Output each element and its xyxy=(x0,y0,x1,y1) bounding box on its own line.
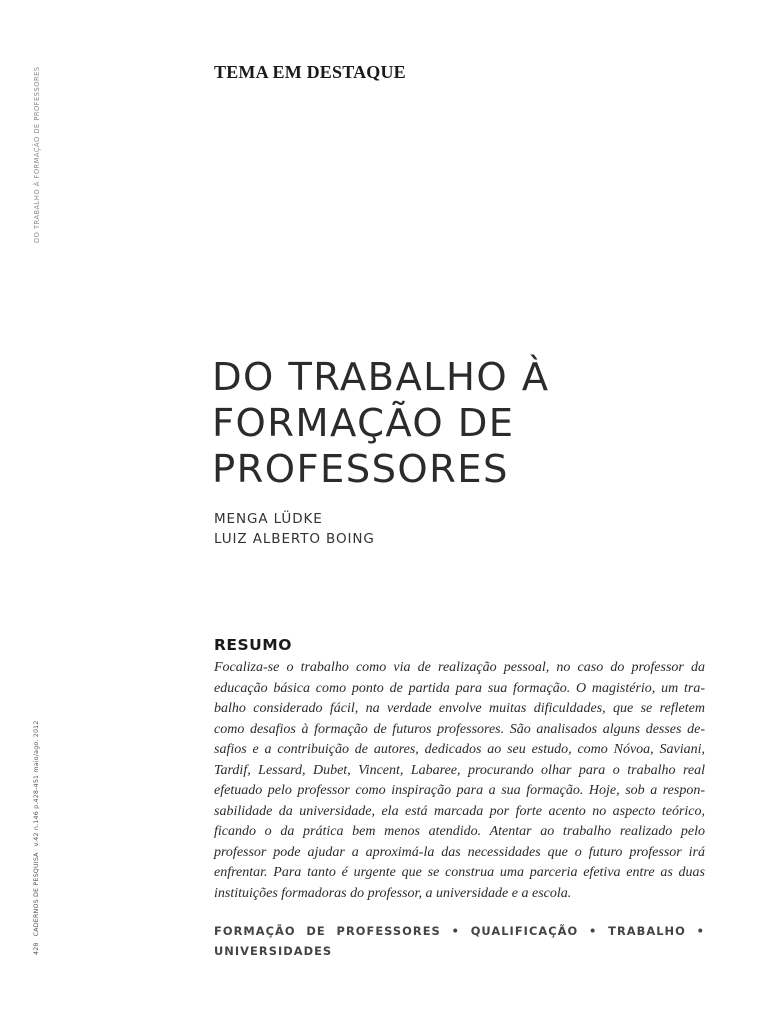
abstract-line: como desafios à formação de futuros professores. São analisados alguns desses de- xyxy=(214,721,705,737)
volume-citation: v.42 n.146 p.428-451 maio/ago. 2012 xyxy=(33,720,40,847)
article-title xyxy=(212,355,732,493)
abstract-line: sabilidade da universidade, ela está marcada por forte acento no aspecto teórico, xyxy=(214,803,705,819)
keywords xyxy=(214,921,705,961)
page-number: 428 xyxy=(33,942,40,955)
author-name: LUIZ ALBERTO BOING xyxy=(214,531,375,547)
abstract-heading: RESUMO xyxy=(214,636,292,654)
abstract-line: safios e a contribuição de autores, dedicados ao seu estudo, como Nóvoa, Saviani, xyxy=(214,742,705,757)
abstract-line: balho considerado fácil, na verdade envolve muitas dificuldades, que se refletem xyxy=(214,701,705,716)
abstract-line: instituições formadoras do professor, a universidade e a escola. xyxy=(214,885,572,901)
folio-vertical xyxy=(33,714,40,955)
keywords-line: FORMAÇÃO DE PROFESSORES • QUALIFICAÇÃO • TRABALHO • xyxy=(214,924,705,938)
running-head-vertical: DO TRABALHO À FORMAÇÃO DE PROFESSORES xyxy=(33,66,41,243)
section-label: TEMA EM DESTAQUE xyxy=(214,62,406,82)
abstract-line: efetuado pelo professor como inspiração para a sua formação. Hoje, sob a respon- xyxy=(214,783,705,798)
journal-name: CADERNOS DE PESQUISA xyxy=(33,852,40,937)
abstract-line: Focaliza-se o trabalho como via de realização pessoal, no caso do professor da xyxy=(214,660,705,675)
abstract-line: Tardif, Lessard, Dubet, Vincent, Labaree, procurando olhar para o trabalho real xyxy=(214,762,705,778)
abstract-line: enfrentar. Para tanto é urgente que se construa uma parceria efetiva entre as duas xyxy=(214,865,705,880)
abstract-line: educação básica como ponto de partida para sua formação. O magistério, um tra- xyxy=(214,680,705,696)
abstract-line: professor pode ajudar a aproximá-la das necessidades que o futuro professor irá xyxy=(214,844,705,860)
title-line: DO TRABALHO À xyxy=(212,355,550,400)
title-line: FORMAÇÃO DE xyxy=(212,401,515,446)
keywords-line: UNIVERSIDADES xyxy=(214,944,333,958)
author-name: MENGA LÜDKE xyxy=(214,511,323,527)
title-line: PROFESSORES xyxy=(212,447,509,492)
author-list xyxy=(214,509,375,549)
abstract-line: ficando o da prática bem menos atendido. Atentar ao trabalho realizado pelo xyxy=(214,824,705,839)
abstract-body xyxy=(214,658,705,904)
